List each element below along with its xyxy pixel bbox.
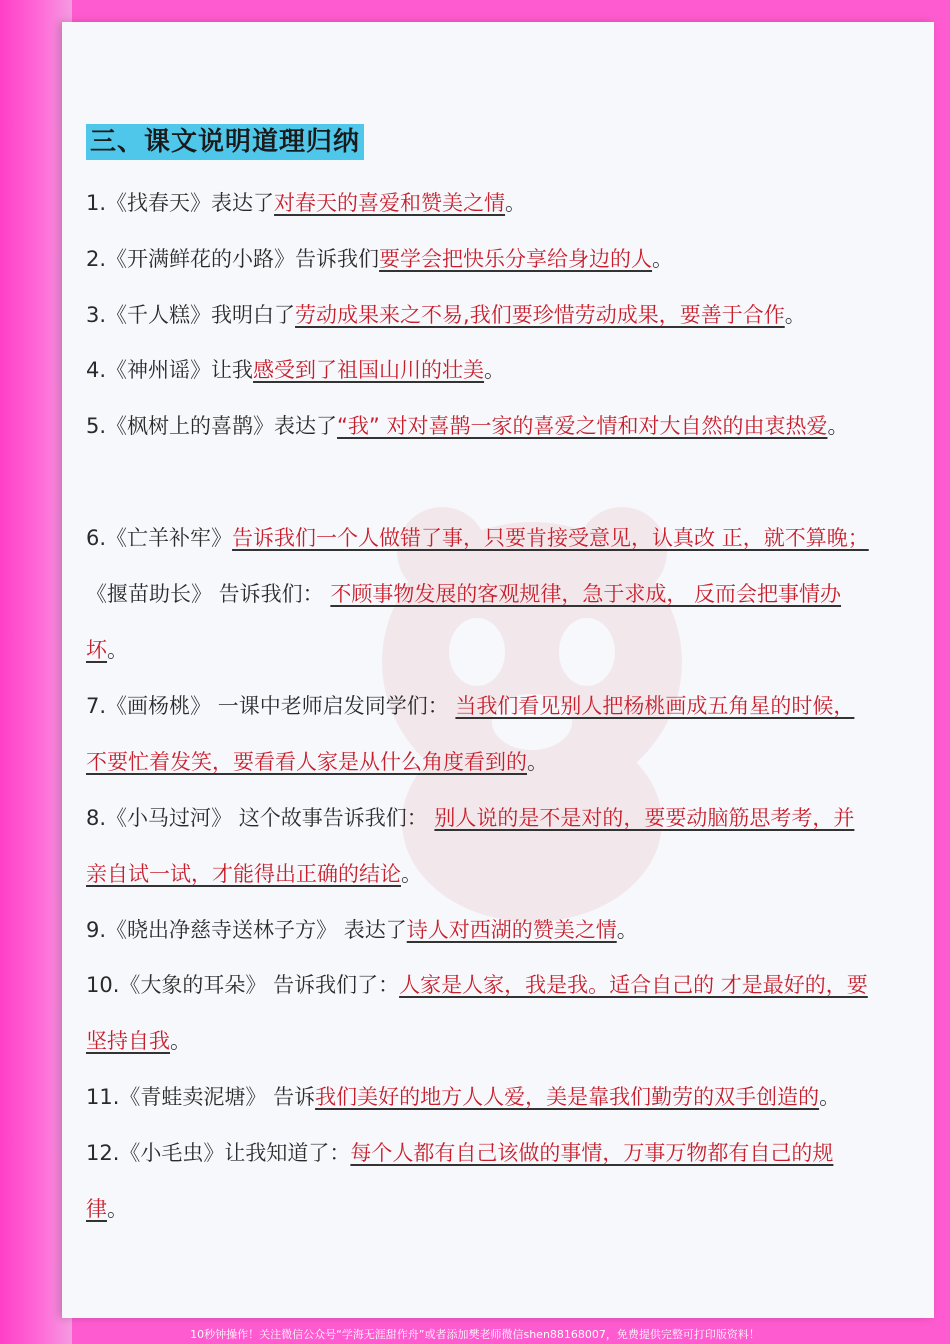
item-number: 9. xyxy=(86,918,107,942)
item-number: 8. xyxy=(86,806,107,830)
item-end: 。 xyxy=(616,918,638,942)
list-item xyxy=(86,510,871,678)
item-number: 4. xyxy=(86,358,107,382)
item-answer: 每个人都有自己该做的事情，万事万物都有自己的规律 xyxy=(86,1141,834,1221)
item-answer: 人家是人家，我是我。适合自己的 才是最好的，要坚持自我 xyxy=(86,973,868,1053)
item-number: 1. xyxy=(86,191,107,215)
item-end: 。 xyxy=(484,358,506,382)
list-item xyxy=(86,342,871,398)
list-item xyxy=(86,231,871,287)
item-end: 。 xyxy=(107,1197,128,1221)
item-answer-2: 不顾事物发展的客观规律，急于求成， 反而会把事情办坏 xyxy=(86,582,842,662)
item-number: 7. xyxy=(86,694,107,718)
item-text: 《晓出净慈寺送林子方》 表达了 xyxy=(106,918,407,942)
list-item xyxy=(86,790,871,902)
item-text: 《找春天》表达了 xyxy=(106,191,275,215)
item-end: 。 xyxy=(107,638,128,662)
item-answer: 当我们看见别人把杨桃画成五角星的时候，不要忙着发笑，要看看人家是从什么角度看到的 xyxy=(86,694,855,774)
item-answer: 告诉我们一个人做错了事，只要肯接受意见，认真改 正，就不算晚； xyxy=(232,526,869,550)
list-item xyxy=(86,175,871,231)
list-item xyxy=(86,1069,871,1125)
item-end: 。 xyxy=(652,247,674,271)
item-number: 6. xyxy=(86,526,107,550)
item-number: 2. xyxy=(86,247,107,271)
list-item xyxy=(86,957,871,1069)
item-text: 《小毛虫》让我知道了： xyxy=(119,1141,351,1165)
item-text: 《千人糕》我明白了 xyxy=(106,303,296,327)
item-number: 3. xyxy=(86,303,107,327)
item-text: 《开满鲜花的小路》告诉我们 xyxy=(106,247,380,271)
item-answer: 对春天的喜爱和赞美之情 xyxy=(274,191,506,215)
item-answer: 别人说的是不是对的，要要动脑筋思考考，并亲自试一试，才能得出正确的结论 xyxy=(86,806,855,886)
item-answer: 劳动成果来之不易,我们要珍惜劳动成果，要善于合作 xyxy=(295,303,785,327)
item-text: 《枫树上的喜鹊》表达了 xyxy=(106,414,338,438)
section-heading: 三、课文说明道理归纳 xyxy=(86,124,364,160)
list-item xyxy=(86,678,871,790)
item-text: 《大象的耳朵》 告诉我们了： xyxy=(119,973,400,997)
item-end: 。 xyxy=(827,414,849,438)
list-item xyxy=(86,287,871,343)
item-answer: “我” 对对喜鹊一家的喜爱之情和对大自然的由衷热爱 xyxy=(337,414,828,438)
list-item xyxy=(86,398,871,454)
item-text: 《青蛙卖泥塘》 告诉 xyxy=(119,1085,316,1109)
item-end: 。 xyxy=(505,191,527,215)
item-end: 。 xyxy=(819,1085,841,1109)
item-answer: 我们美好的地方人人爱，美是靠我们勤劳的双手创造的 xyxy=(315,1085,820,1109)
list-item xyxy=(86,902,871,958)
item-text-2: 《揠苗助长》 告诉我们： xyxy=(86,582,331,606)
item-text: 《亡羊补牢》 xyxy=(106,526,233,550)
item-end: 。 xyxy=(527,750,548,774)
item-end: 。 xyxy=(401,862,422,886)
item-answer: 感受到了祖国山川的壮美 xyxy=(253,358,485,382)
item-end: 。 xyxy=(170,1029,191,1053)
item-number: 5. xyxy=(86,414,107,438)
item-number: 12. xyxy=(86,1141,120,1165)
item-number: 11. xyxy=(86,1085,120,1109)
item-text: 《画杨桃》 一课中老师启发同学们： xyxy=(106,694,456,718)
item-end: 。 xyxy=(784,303,806,327)
item-answer: 要学会把快乐分享给身边的人 xyxy=(379,247,653,271)
footer-banner: 10秒钟操作！关注微信公众号“学海无涯甜作舟”或者添加樊老师微信shen88168007，免费提供完整可打印版资料！ xyxy=(190,1328,760,1341)
item-number: 10. xyxy=(86,973,120,997)
item-answer: 诗人对西湖的赞美之情 xyxy=(406,918,617,942)
item-text: 《小马过河》 这个故事告诉我们： xyxy=(106,806,435,830)
list-item xyxy=(86,1125,871,1237)
item-text: 《神州谣》让我 xyxy=(106,358,254,382)
